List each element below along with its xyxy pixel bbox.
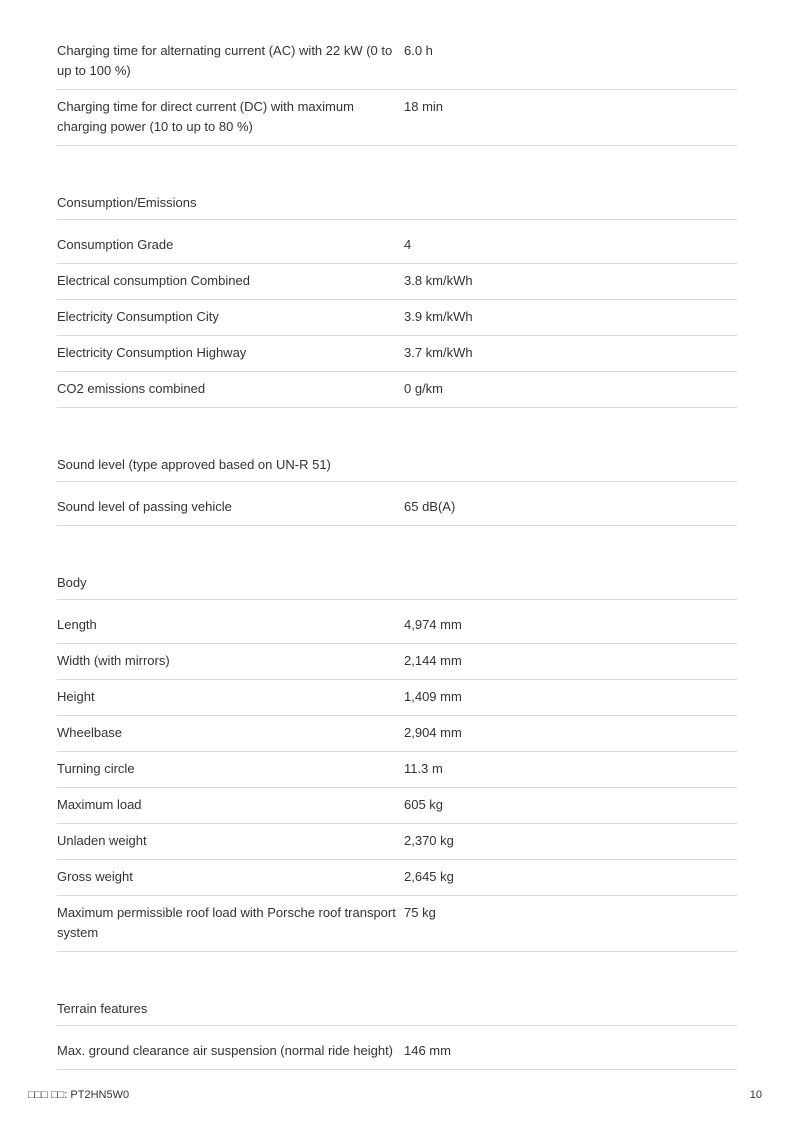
spec-value: 11.3 m	[404, 761, 443, 776]
spec-row	[57, 34, 737, 90]
spec-row	[57, 896, 737, 952]
spec-label: Max. ground clearance air suspension (normal ride height)	[57, 1043, 394, 1058]
spec-row	[57, 600, 737, 644]
footer-order-code: □□□ □□: PT2HN5W0	[28, 1089, 130, 1101]
spec-label: Maximum permissible roof load with Porsche roof transport system	[57, 905, 396, 940]
spec-value: 3.7 km/kWh	[404, 345, 473, 360]
spec-row	[57, 680, 737, 716]
spec-row	[57, 716, 737, 752]
footer-page-number: 10	[749, 1089, 762, 1101]
spec-value: 4	[404, 237, 412, 252]
spec-label: Turning circle	[57, 761, 135, 776]
section-title: Body	[57, 526, 737, 600]
spec-label: Consumption Grade	[57, 237, 174, 252]
spec-label: Charging time for direct current (DC) with maximum charging power (10 to up to 80 %)	[57, 99, 354, 134]
spec-row	[57, 264, 737, 300]
spec-label: Unladen weight	[57, 833, 147, 848]
spec-value: 3.9 km/kWh	[404, 309, 473, 324]
spec-row	[57, 788, 737, 824]
spec-value: 605 kg	[404, 797, 444, 812]
spec-value: 2,370 kg	[404, 833, 454, 848]
section-title: Terrain features	[57, 952, 737, 1026]
spec-row	[57, 752, 737, 788]
spec-section	[57, 146, 737, 408]
spec-label: Wheelbase	[57, 725, 123, 740]
spec-value: 65 dB(A)	[404, 499, 456, 514]
spec-value: 2,645 kg	[404, 869, 454, 884]
spec-value: 4,974 mm	[404, 617, 462, 632]
spec-value: 146 mm	[404, 1043, 451, 1058]
spec-value: 0 g/km	[404, 381, 444, 396]
section-title: Sound level (type approved based on UN-R 51)	[57, 408, 737, 482]
spec-row	[57, 644, 737, 680]
spec-row	[57, 220, 737, 264]
spec-label: Charging time for alternating current (AC) with 22 kW (0 to up to 100 %)	[57, 43, 393, 78]
spec-label: CO2 emissions combined	[57, 381, 206, 396]
spec-row	[57, 1026, 737, 1070]
spec-row	[57, 300, 737, 336]
section-title: Consumption/Emissions	[57, 146, 737, 220]
spec-label: Electricity Consumption Highway	[57, 345, 247, 360]
spec-value: 6.0 h	[404, 43, 433, 58]
spec-value: 18 min	[404, 99, 444, 114]
spec-value: 1,409 mm	[404, 689, 462, 704]
spec-value: 2,904 mm	[404, 725, 462, 740]
spec-value: 75 kg	[404, 905, 436, 920]
spec-value: 2,144 mm	[404, 653, 462, 668]
spec-table	[57, 34, 737, 1070]
spec-row	[57, 482, 737, 526]
spec-row	[57, 824, 737, 860]
spec-label: Electricity Consumption City	[57, 309, 219, 324]
spec-label: Electrical consumption Combined	[57, 273, 250, 288]
spec-label: Width (with mirrors)	[57, 653, 170, 668]
spec-row	[57, 336, 737, 372]
spec-section	[57, 526, 737, 952]
spec-row	[57, 372, 737, 408]
spec-section	[57, 34, 737, 146]
spec-label: Sound level of passing vehicle	[57, 499, 232, 514]
spec-label: Maximum load	[57, 797, 142, 812]
spec-section	[57, 408, 737, 526]
spec-label: Length	[57, 617, 97, 632]
spec-label: Gross weight	[57, 869, 133, 884]
spec-row	[57, 90, 737, 146]
spec-section	[57, 952, 737, 1070]
spec-value: 3.8 km/kWh	[404, 273, 473, 288]
spec-row	[57, 860, 737, 896]
spec-label: Height	[57, 689, 95, 704]
